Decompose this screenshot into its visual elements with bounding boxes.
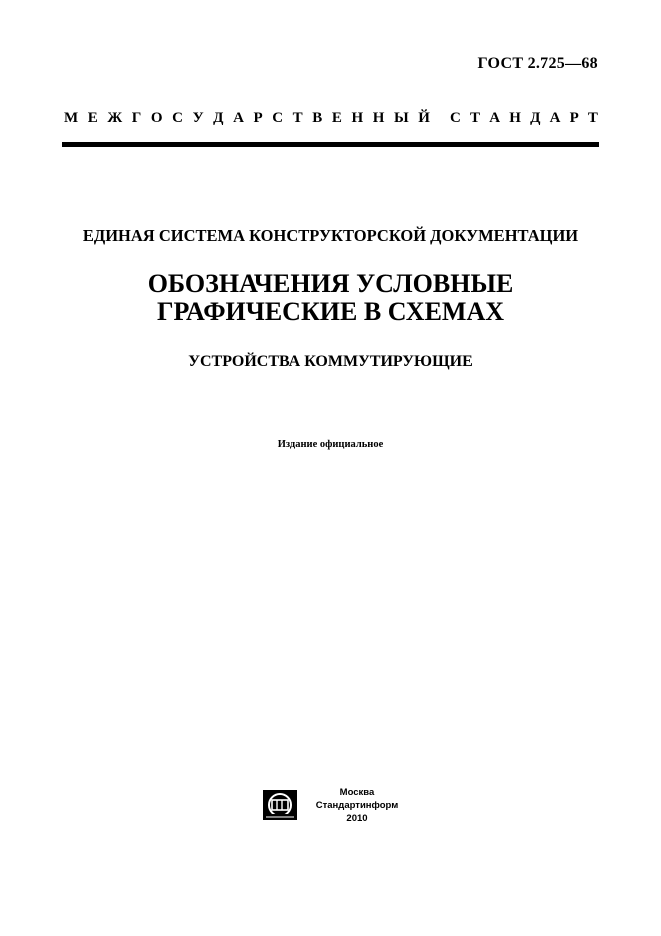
document-title-line-1: ОБОЗНАЧЕНИЯ УСЛОВНЫЕ [147, 269, 514, 298]
document-subtitle: УСТРОЙСТВА КОММУТИРУЮЩИЕ [188, 353, 473, 370]
gost-number: ГОСТ 2.725—68 [477, 55, 598, 72]
standard-type-word-1: М Е Ж Г О С У Д А Р С Т В Е Н Н Ы Й [64, 110, 430, 126]
standard-type [64, 110, 598, 127]
publisher-name: Стандартинформ [315, 800, 399, 811]
system-title: ЕДИНАЯ СИСТЕМА КОНСТРУКТОРСКОЙ ДОКУМЕНТАЦИИ [82, 226, 579, 245]
standard-type-word-2: С Т А Н Д А Р Т [450, 110, 598, 126]
header-rule [62, 142, 599, 147]
publisher-year: 2010 [346, 813, 368, 824]
standartinform-logo-icon [263, 790, 297, 820]
edition-note: Издание официальное [277, 439, 384, 450]
publisher-block [305, 786, 409, 825]
publisher-city: Москва [339, 787, 375, 798]
document-title [0, 270, 661, 326]
document-title-line-2: ГРАФИЧЕСКИЕ В СХЕМАХ [156, 297, 505, 326]
